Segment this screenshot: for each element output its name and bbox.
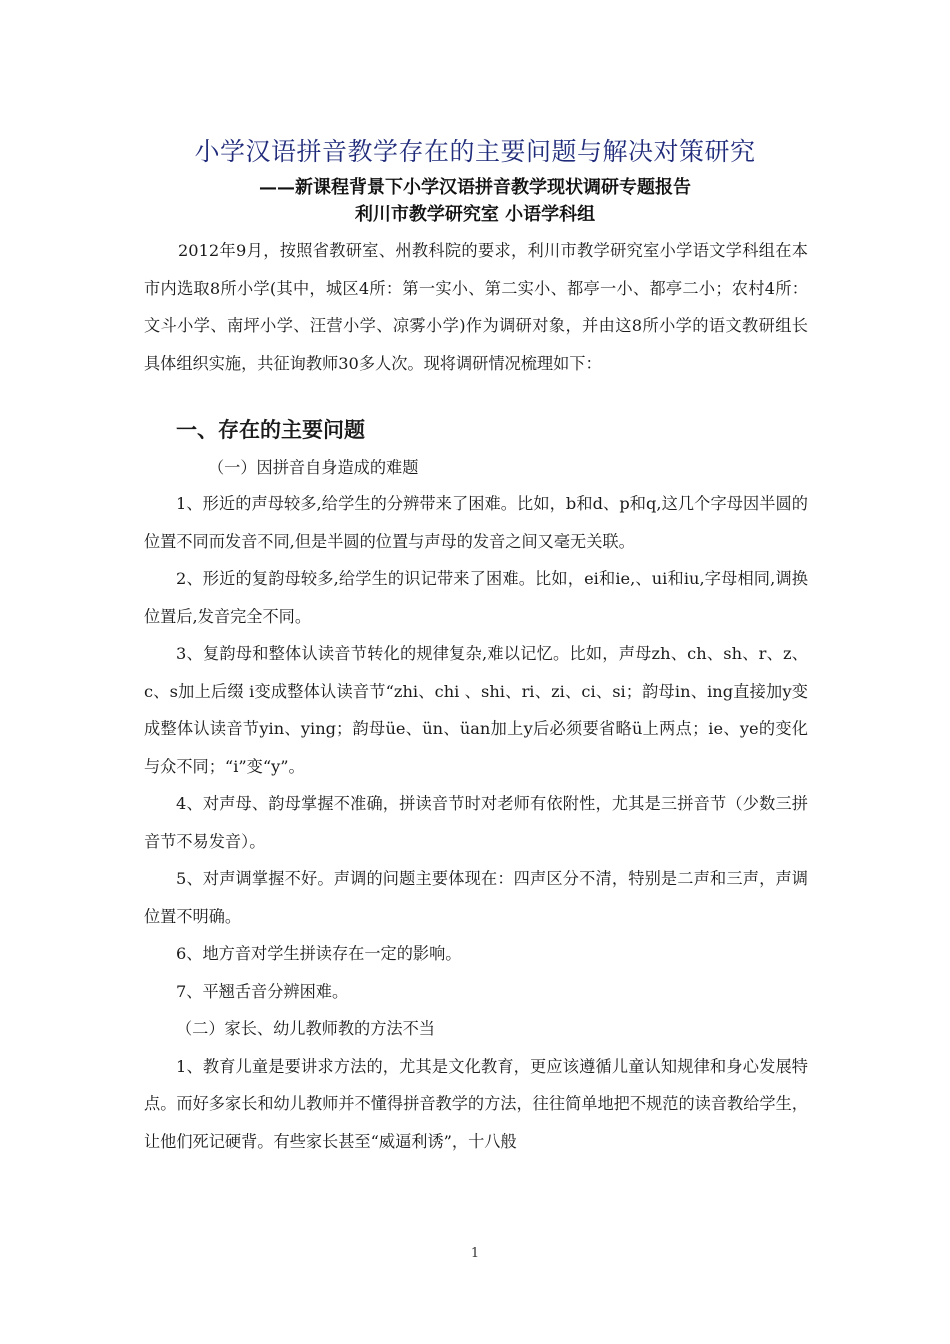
list-item: 6、地方音对学生拼读存在一定的影响。 [176, 944, 462, 963]
intro-paragraph: 2012年9月，按照省教研室、州教科院的要求，利川市教学研究室小学语文学科组在本市内选取8所小学(其中，城区4所：第一实小、第二实小、都亭一小、都亭二小；农村4所：文斗小学、南坪小学、汪营小学、凉雾小学)作为调研对象，并由这8所小学的语文教研组长具体组织实施，共征询教师30多人次。现将调研情况梳理如下： [144, 241, 808, 373]
author-line: 利川市教学研究室 小语学科组 [354, 204, 596, 225]
document-subtitle: ——新课程背景下小学汉语拼音教学现状调研专题报告 [259, 177, 691, 198]
list-item: 1、形近的声母较多,给学生的分辨带来了困难。比如，b和d、p和q,这几个字母因半圆的位置不同而发音不同,但是半圆的位置与声母的发音之间又毫无关联。 [144, 494, 808, 551]
list-item: 7、平翘舌音分辨困难。 [176, 981, 349, 1001]
page-number: 1 [470, 1246, 480, 1261]
section-heading: 一、存在的主要问题 [176, 418, 365, 442]
list-item: 2、形近的复韵母较多,给学生的识记带来了困难。比如，ei和ie,、ui和iu,字母相同,调换位置后,发音完全不同。 [144, 569, 808, 626]
subsection-heading: （一）因拼音自身造成的难题 [208, 458, 419, 477]
document-title: 小学汉语拼音教学存在的主要问题与解决对策研究 [194, 137, 756, 166]
subsection-heading: （二）家长、幼儿教师教的方法不当 [176, 1019, 435, 1038]
list-item: 3、复韵母和整体认读音节转化的规律复杂,难以记忆。比如，声母zh、ch、sh、r、z、c、s加上后缀 i变成整体认读音节“zhi、chi 、shi、ri、zi、ci、si；韵母in、ing直接加y变成整体认读音节yin、ying；韵母üe、ün、üan加上y后必须要省略ü上两点；ie、ye的变化与众不同；“i”变“y”。 [144, 644, 808, 776]
list-item: 1、教育儿童是要讲求方法的，尤其是文化教育，更应该遵循儿童认知规律和身心发展特点。而好多家长和幼儿教师并不懂得拼音教学的方法，往往简单地把不规范的读音教给学生，让他们死记硬背。有些家长甚至“威逼利诱”，十八般 [144, 1056, 808, 1151]
list-item: 5、对声调掌握不好。声调的问题主要体现在：四声区分不清，特别是二声和三声，声调位置不明确。 [144, 869, 808, 926]
list-item: 4、对声母、韵母掌握不准确，拼读音节时对老师有依附性，尤其是三拼音节（少数三拼音节不易发音）。 [144, 794, 808, 851]
problem-list [144, 485, 808, 1160]
